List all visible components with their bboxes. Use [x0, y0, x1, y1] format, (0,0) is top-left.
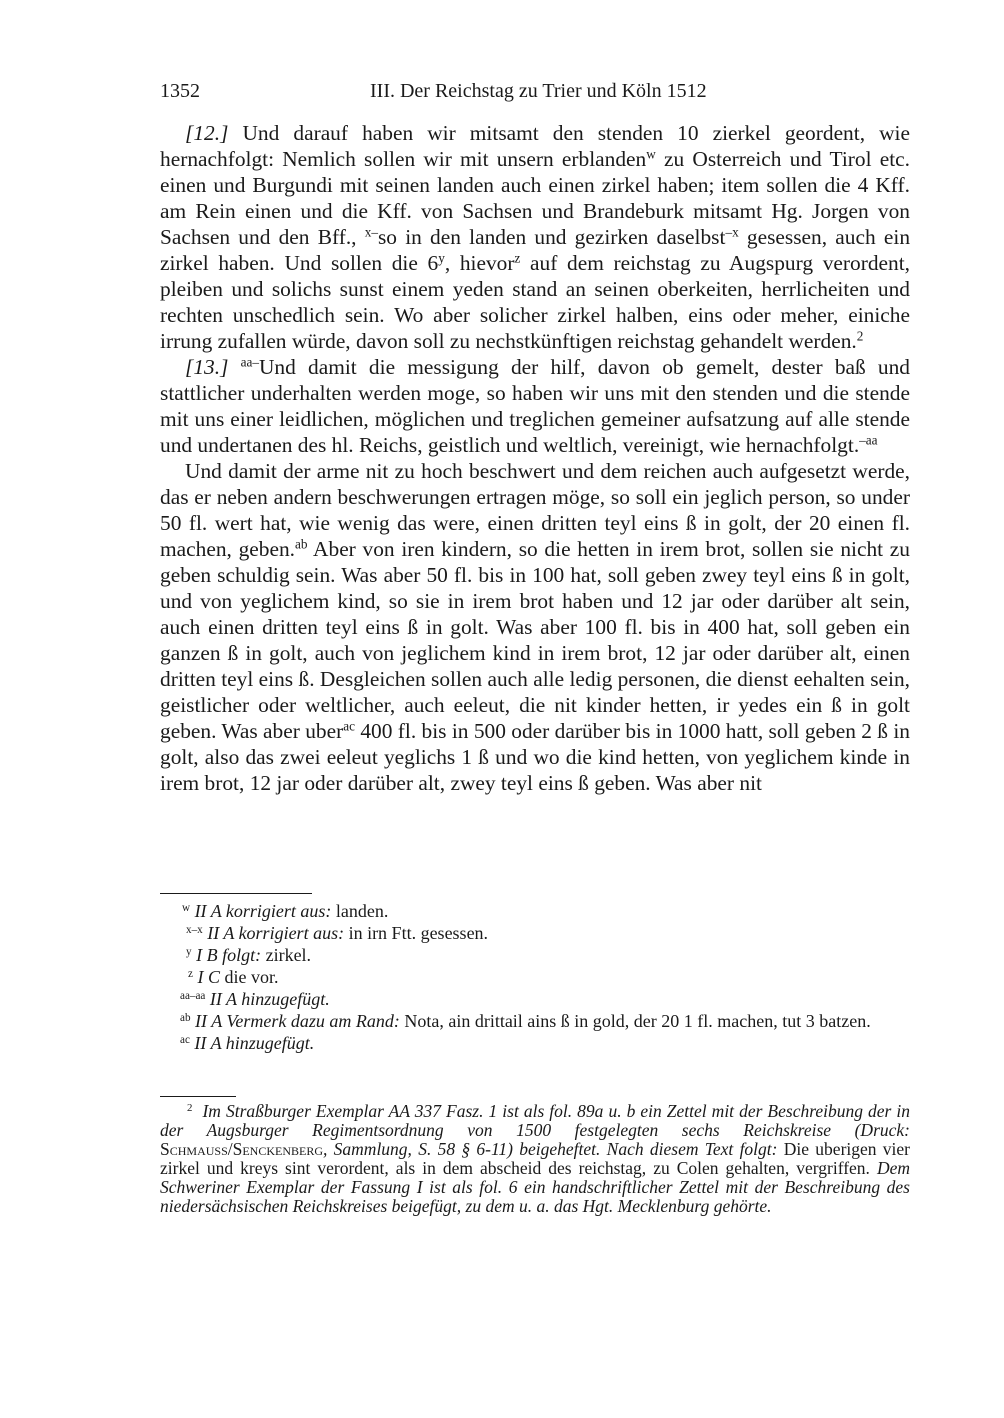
textual-notes — [160, 900, 910, 1054]
paragraph-number: [12.] — [185, 121, 229, 145]
note-ref: –aa — [859, 432, 878, 448]
textual-note: $^{ab}$ II A Vermerk dazu am Rand: Nota, ain drittail ains ß in gold, der 20 1 fl. machen, tut 3 batzen. — [180, 1011, 871, 1031]
footnote-ref: 2 — [856, 328, 864, 344]
note-label: ab — [180, 1011, 191, 1024]
running-title: III. Der Reichstag zu Trier und Köln 1512 — [370, 80, 707, 102]
note-label: ac — [180, 1033, 190, 1046]
textual-note: $^{ac}$ II A hinzugefügt. — [180, 1033, 315, 1053]
note-label: z — [188, 967, 193, 980]
page-header — [160, 80, 910, 108]
note-ref: aa– — [240, 354, 259, 370]
paragraph-14: Und damit der arme nit zu hoch beschwert und dem reichen auch aufgesetzt werde, das er neben andern beschwerungen ertragen möge, so soll ein jeglich person, so under 50 fl. wert hat, wie wenig das were, einen dritten teyl eins ß in golt, der 20 einen fl. machen, geben.$^{ab}$ Aber von iren kindern, so die hetten in irem brot, sollen sie nicht zu geben schuldig sein. Was aber 50 fl. bis in 100 hat, soll geben zwey teyl eins ß in golt, und von yeglichem kind, so sie in irem brot haben und 12 jar oder darüber alt sein, auch einen dritten teyl eins ß in golt. Was aber 100 fl. bis in 400 hat, soll geben ein ganzen ß in golt, auch von jeglichem kind in irem brot, 12 jar oder darüber alt, einen dritten teyl eins ß. Desgleichen sollen auch alle ledig personen, die dienst eehalten sein, geistlicher oder weltlicher, auch eeleut, die nit kinder hetten, ir yedes ein ß in golt geben. Was aber uber$^{ac}$ 400 fl. bis in 500 oder darüber bis in 1000 hatt, soll geben 2 ß in golt, also das zwei eeleut yeglichs 1 ß und wo die kind hetten, von yeglichem kinde in irem brot, 12 jar oder darüber alt, zwey teyl eins ß geben. Was aber nit — [160, 459, 910, 795]
note-label: aa–aa — [180, 989, 206, 1002]
page-number: 1352 — [160, 80, 200, 102]
note-ref: x– — [364, 224, 378, 240]
textual-note: $^w$ II A korrigiert aus: landen. — [182, 901, 389, 921]
note-ref: –x — [725, 224, 739, 240]
paragraph-13: [13.] $^{aa-}$Und damit die messigung der hilf, davon ob gemelt, dester baß und stattlicher underhalten werden moge, so haben wir uns mit den stenden und die stende mit uns einer leidlichen, möglichen und treglichen gemeiner aufsatzung auf alle stende und undertanen des hl. Reichs, geistlich und weltlich, vereinigt, wie hernachfolgt.$^{-aa}$ — [160, 354, 910, 457]
paragraph-number: [13.] — [185, 355, 229, 379]
paragraph-12: [12.] Und darauf haben wir mitsamt den stenden 10 zierkel geordent, wie hernachfolgt: Nemlich sollen wir mit unsern erblanden$^w$ zu Osterreich und Tirol etc. einen und Burgundi mit seinen landen auch einen zirkel haben; item sollen die 4 Kff. am Rein einen und die Kff. von Sachsen und Brandeburk mitsamt Hg. Jorgen von Sachsen und den Bff., $^{x-}$so in den landen und gezirken daselbst$^{-x}$ gesessen, auch ein zirkel haben. Und sollen die 6$^y$, hievor$^z$ auf dem reichstag zu Augspurg verordent, pleiben und solichs sunst einem yeden stand an seinen oberkeiten, herrlicheiten und rechten unschedlich sein. Wo aber solicher zirkel halben, eins oder meher, einiche irrung zufallen würde, davon soll zu nechstkünftigen reichstag gehandelt werden.$^2$ — [160, 121, 911, 353]
note-label: x–x — [186, 923, 203, 936]
textual-note: $^z$ I C die vor. — [188, 967, 279, 987]
textual-note: $^{x-x}$ II A korrigiert aus: in irn Ftt. gesessen. — [186, 923, 489, 943]
note-ref: ac — [343, 718, 355, 734]
main-text — [160, 120, 910, 796]
footnote-2 — [160, 1102, 910, 1216]
note-ref: z — [514, 250, 521, 266]
textual-note: $^y$ I B folgt: zirkel. — [186, 945, 312, 965]
note-ref: ab — [295, 536, 308, 552]
author-smallcaps: Schmauss/Senckenberg — [160, 1139, 324, 1159]
note-ref: w — [646, 146, 656, 162]
note-ref: y — [438, 250, 445, 266]
note-label: y — [186, 945, 192, 958]
textual-note: $^{aa-aa}$ II A hinzugefügt. — [180, 989, 330, 1009]
footnote-divider — [160, 1096, 236, 1097]
footnote-text: $^2$ Im Straßburger Exemplar AA 337 Fasz. 1 ist als fol. 89a u. b ein Zettel mit der Beschreibung der in der Augsburger Regimentsordnung von 1500 festgelegten sechs Reichskreise (Druck: Schmauss/Senckenberg, Sammlung, S. 58 § 6-11) beigeheftet. Nach diesem Text folgt: Die uberigen vier zirkel und kreys sint verordent, als in dem abscheid des reichstag, zu Colen gehalten, vergriffen. Dem Schweriner Exemplar der Fassung I ist als fol. 6 ein handschriftlicher Zettel mit der Beschreibung des niedersächsischen Reichskreises beigefügt, zu dem u. a. das Hgt. Mecklenburg gehörte. — [160, 1101, 911, 1216]
footnote-label: 2 — [187, 1102, 193, 1115]
notes-divider — [160, 893, 312, 894]
note-label: w — [182, 901, 191, 914]
